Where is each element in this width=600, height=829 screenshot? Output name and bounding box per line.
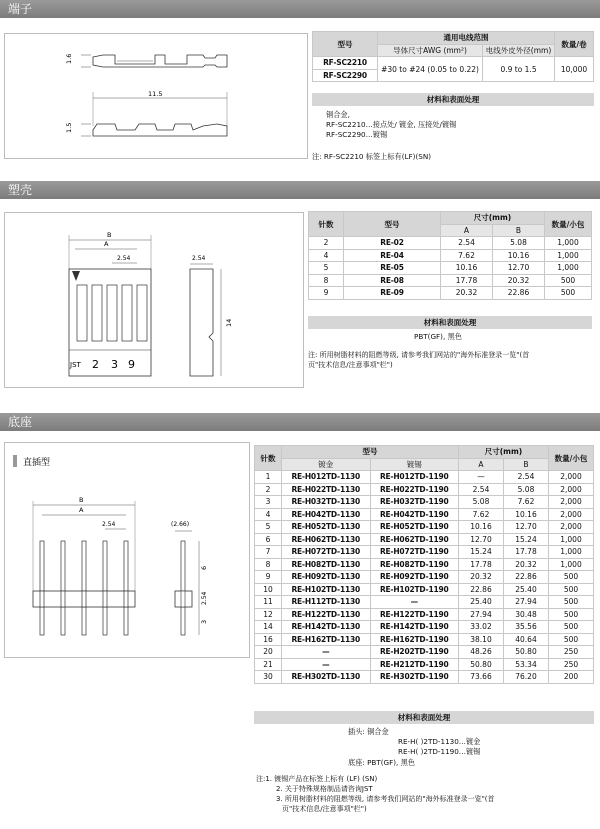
cell-qty: 500 — [549, 633, 594, 646]
cell-pins: 12 — [255, 608, 282, 621]
terminal-material-3: RF-SC2290…镀锡 — [326, 130, 388, 139]
cell-gold-model: RE-H162TD-1130 — [282, 633, 371, 646]
housing-dim-b: B — [107, 231, 112, 239]
cell-a: 7.62 — [441, 249, 493, 262]
housing-col-a: A — [441, 224, 493, 237]
section-title-header: 底座 — [8, 415, 33, 429]
cell-a: 33.02 — [459, 621, 504, 634]
table-row — [255, 621, 594, 634]
housing-col-size: 尺寸(mm) — [441, 212, 545, 225]
section-title-terminal: 端子 — [8, 2, 33, 16]
cell-b: 20.32 — [504, 558, 549, 571]
cell-model: RE-02 — [344, 237, 441, 250]
header-drawing-svg — [5, 443, 249, 657]
housing-dim-height: 14 — [225, 318, 233, 327]
header-col-tin: 镀锡 — [370, 458, 459, 471]
cell-a: 73.66 — [459, 671, 504, 684]
cell-pins: 5 — [309, 262, 344, 275]
cell-b: 10.16 — [504, 508, 549, 521]
cell-a: 20.32 — [441, 287, 493, 300]
dim-terminal-length: 11.5 — [148, 90, 163, 98]
cell-a: 38.10 — [459, 633, 504, 646]
cell-qty: 500 — [545, 274, 592, 287]
section-bar-header — [0, 413, 600, 431]
section-bar-terminal — [0, 0, 600, 18]
cell-pins: 9 — [309, 287, 344, 300]
table-row — [255, 646, 594, 659]
table-row — [255, 546, 594, 559]
housing-dim-a: A — [104, 240, 109, 248]
cell-pins: 4 — [309, 249, 344, 262]
cell-tin-model: RE-H302TD-1190 — [370, 671, 459, 684]
cell-a: 10.16 — [441, 262, 493, 275]
cell-a: 10.16 — [459, 521, 504, 534]
header-dim-6: 6 — [200, 565, 208, 570]
cell-tin-model: RE-H102TD-1190 — [370, 583, 459, 596]
header-dim-254: 2.54 — [201, 591, 208, 605]
cell-gold-model: RE-H062TD-1130 — [282, 533, 371, 546]
housing-label-3: 3 — [111, 358, 118, 371]
terminal-material-1: 铜合金, — [326, 110, 350, 119]
cell-a: 25.40 — [459, 596, 504, 609]
cell-gold-model: RE-H092TD-1130 — [282, 571, 371, 584]
cell-qty: 1,000 — [545, 262, 592, 275]
housing-drawing — [4, 212, 304, 388]
table-row — [255, 471, 594, 484]
terminal-model-2: RF-SC2290 — [313, 69, 378, 82]
cell-pins: 30 — [255, 671, 282, 684]
cell-qty: 1,000 — [545, 237, 592, 250]
cell-qty: 2,000 — [549, 496, 594, 509]
cell-qty: 500 — [549, 583, 594, 596]
header-note-3: 3. 所用树脂材料的阻燃等级, 请参考我们网站的"海外标准登录一览"(首 — [276, 795, 495, 803]
cell-b: 10.16 — [493, 249, 545, 262]
cell-qty: 1,000 — [549, 558, 594, 571]
housing-col-qty: 数量/小包 — [545, 212, 592, 237]
housing-side-dim: 2.54 — [192, 255, 206, 262]
col-awg: 导体尺寸AWG (mm²) — [378, 44, 483, 57]
cell-b: 22.86 — [504, 571, 549, 584]
cell-qty: 250 — [549, 658, 594, 671]
cell-gold-model: RE-H082TD-1130 — [282, 558, 371, 571]
cell-gold-model: RE-H142TD-1130 — [282, 621, 371, 634]
cell-a: 15.24 — [459, 546, 504, 559]
terminal-model-1: RF-SC2210 — [313, 57, 378, 70]
header-col-pins: 针数 — [255, 446, 282, 471]
header-type-label: 直插型 — [23, 458, 51, 468]
housing-note — [308, 350, 596, 370]
table-row — [309, 249, 592, 262]
housing-label-9: 9 — [128, 358, 135, 371]
cell-a: 27.94 — [459, 608, 504, 621]
cell-tin-model: RE-H122TD-1190 — [370, 608, 459, 621]
housing-rows — [309, 237, 592, 300]
table-row — [255, 558, 594, 571]
cell-gold-model: RE-H042TD-1130 — [282, 508, 371, 521]
cell-pins: 3 — [255, 496, 282, 509]
cell-b: 15.24 — [504, 533, 549, 546]
cell-qty: 200 — [549, 671, 594, 684]
cell-qty: 500 — [549, 571, 594, 584]
cell-qty: 2,000 — [549, 508, 594, 521]
table-row — [255, 533, 594, 546]
cell-b: 2.54 — [504, 471, 549, 484]
housing-label-2: 2 — [92, 358, 99, 371]
dim-terminal-h2: 1.5 — [65, 122, 73, 133]
table-row — [255, 571, 594, 584]
cell-b: 7.62 — [504, 496, 549, 509]
header-material-tin: RE-H( )2TD-1190…镀锡 — [398, 747, 481, 756]
cell-gold-model: RE-H102TD-1130 — [282, 583, 371, 596]
header-col-qty: 数量/小包 — [549, 446, 594, 471]
cell-gold-model: RE-H052TD-1130 — [282, 521, 371, 534]
cell-gold-model: RE-H022TD-1130 — [282, 483, 371, 496]
cell-model: RE-05 — [344, 262, 441, 275]
cell-gold-model: RE-H072TD-1130 — [282, 546, 371, 559]
cell-a: 17.78 — [459, 558, 504, 571]
table-row — [255, 608, 594, 621]
cell-tin-model: RE-H042TD-1190 — [370, 508, 459, 521]
cell-gold-model: RE-H032TD-1130 — [282, 496, 371, 509]
cell-qty: 1,000 — [545, 249, 592, 262]
section-bar-housing — [0, 181, 600, 199]
cell-qty: 250 — [549, 646, 594, 659]
header-material-gold: RE-H( )2TD-1130…镀金 — [398, 737, 481, 746]
cell-b: 12.70 — [504, 521, 549, 534]
cell-pins: 8 — [255, 558, 282, 571]
header-rows — [255, 471, 594, 684]
cell-gold-model: — — [282, 658, 371, 671]
cell-tin-model: RE-H032TD-1190 — [370, 496, 459, 509]
header-note-1: 注:1. 镀锡产品在标签上标有 (LF) (SN) — [256, 775, 378, 783]
cell-qty: 1,000 — [549, 546, 594, 559]
cell-pins: 11 — [255, 596, 282, 609]
cell-a: 2.54 — [459, 483, 504, 496]
terminal-drawing-svg — [5, 34, 307, 158]
cell-qty: 1,000 — [549, 533, 594, 546]
terminal-qty: 10,000 — [555, 57, 594, 82]
header-material-head: 材料和表面处理 — [254, 711, 594, 724]
cell-tin-model: — — [370, 596, 459, 609]
table-row — [255, 596, 594, 609]
cell-b: 35.56 — [504, 621, 549, 634]
terminal-material-head: 材料和表面处理 — [312, 93, 594, 106]
housing-material-head: 材料和表面处理 — [308, 316, 592, 329]
cell-tin-model: RE-H092TD-1190 — [370, 571, 459, 584]
dim-terminal-h1: 1.6 — [65, 53, 73, 64]
cell-tin-model: RE-H022TD-1190 — [370, 483, 459, 496]
housing-material-line: PBT(GF), 黑色 — [414, 332, 462, 341]
cell-gold-model: RE-H012TD-1130 — [282, 471, 371, 484]
cell-model: RE-09 — [344, 287, 441, 300]
cell-pins: 8 — [309, 274, 344, 287]
col-qty: 数量/卷 — [555, 32, 594, 57]
cell-tin-model: RE-H162TD-1190 — [370, 633, 459, 646]
cell-tin-model: RE-H212TD-1190 — [370, 658, 459, 671]
cell-pins: 2 — [255, 483, 282, 496]
cell-b: 76.20 — [504, 671, 549, 684]
cell-model: RE-04 — [344, 249, 441, 262]
header-note-4: 页"技术信息/注意事项"栏") — [282, 805, 367, 813]
header-col-model: 型号 — [282, 446, 459, 459]
cell-pins: 7 — [255, 546, 282, 559]
table-row — [309, 287, 592, 300]
header-dim-b: B — [79, 496, 84, 504]
cell-b: 22.86 — [493, 287, 545, 300]
housing-col-model: 型号 — [344, 212, 441, 237]
cell-a: 5.08 — [459, 496, 504, 509]
housing-spec-table — [308, 211, 592, 300]
header-col-a: A — [459, 458, 504, 471]
cell-tin-model: RE-H202TD-1190 — [370, 646, 459, 659]
table-row — [255, 508, 594, 521]
cell-qty: 2,000 — [549, 471, 594, 484]
header-material-base: 底座: PBT(GF), 黑色 — [348, 758, 415, 767]
table-row — [255, 496, 594, 509]
cell-qty: 500 — [549, 596, 594, 609]
cell-tin-model: RE-H072TD-1190 — [370, 546, 459, 559]
cell-b: 5.08 — [493, 237, 545, 250]
terminal-drawing — [4, 33, 308, 159]
section-title-housing: 塑壳 — [8, 183, 33, 197]
cell-a: 12.70 — [459, 533, 504, 546]
table-row — [309, 274, 592, 287]
cell-model: RE-08 — [344, 274, 441, 287]
cell-pins: 9 — [255, 571, 282, 584]
cell-a: 50.80 — [459, 658, 504, 671]
cell-b: 12.70 — [493, 262, 545, 275]
housing-note-line2: 页"技术信息/注意事项"栏") — [308, 361, 393, 369]
cell-b: 5.08 — [504, 483, 549, 496]
header-dim-3: 3 — [200, 619, 208, 624]
cell-gold-model: RE-H112TD-1130 — [282, 596, 371, 609]
cell-tin-model: RE-H142TD-1190 — [370, 621, 459, 634]
cell-a: 48.26 — [459, 646, 504, 659]
cell-pins: 5 — [255, 521, 282, 534]
cell-b: 40.64 — [504, 633, 549, 646]
cell-tin-model: RE-H012TD-1190 — [370, 471, 459, 484]
header-col-gold: 镀金 — [282, 458, 371, 471]
cell-a: 20.32 — [459, 571, 504, 584]
table-row — [255, 483, 594, 496]
header-note-2: 2. 关于特殊规格制品请咨询JST — [276, 785, 373, 793]
header-drawing — [4, 442, 250, 658]
cell-pins: 2 — [309, 237, 344, 250]
header-dim-side: (2.66) — [171, 521, 190, 528]
cell-pins: 10 — [255, 583, 282, 596]
cell-a: — — [459, 471, 504, 484]
cell-pins: 14 — [255, 621, 282, 634]
cell-tin-model: RE-H062TD-1190 — [370, 533, 459, 546]
cell-qty: 500 — [549, 608, 594, 621]
header-col-size: 尺寸(mm) — [459, 446, 549, 459]
housing-drawing-svg — [5, 213, 303, 387]
cell-gold-model: RE-H302TD-1130 — [282, 671, 371, 684]
header-col-b: B — [504, 458, 549, 471]
cell-qty: 500 — [549, 621, 594, 634]
table-row — [309, 262, 592, 275]
cell-b: 20.32 — [493, 274, 545, 287]
housing-col-b: B — [493, 224, 545, 237]
cell-pins: 6 — [255, 533, 282, 546]
col-model: 型号 — [313, 32, 378, 57]
cell-qty: 2,000 — [549, 483, 594, 496]
cell-tin-model: RE-H082TD-1190 — [370, 558, 459, 571]
table-row — [309, 237, 592, 250]
terminal-material-2: RF-SC2210…接点处/ 镀金, 压接处/镀锡 — [326, 120, 457, 129]
cell-b: 25.40 — [504, 583, 549, 596]
cell-qty: 2,000 — [549, 521, 594, 534]
cell-a: 22.86 — [459, 583, 504, 596]
table-row — [255, 583, 594, 596]
header-dim-a: A — [79, 506, 84, 514]
cell-pins: 20 — [255, 646, 282, 659]
cell-a: 7.62 — [459, 508, 504, 521]
header-spec-table — [254, 445, 594, 684]
header-dim-pitch: 2.54 — [102, 521, 116, 528]
housing-label-jst: JST — [70, 361, 81, 369]
cell-b: 30.48 — [504, 608, 549, 621]
terminal-spec-table — [312, 31, 594, 82]
table-row — [255, 671, 594, 684]
terminal-insulation: 0.9 to 1.5 — [483, 57, 555, 82]
table-row — [255, 658, 594, 671]
cell-b: 50.80 — [504, 646, 549, 659]
cell-gold-model: RE-H122TD-1130 — [282, 608, 371, 621]
cell-tin-model: RE-H052TD-1190 — [370, 521, 459, 534]
table-row — [255, 521, 594, 534]
housing-dim-pitch: 2.54 — [117, 255, 131, 262]
cell-pins: 1 — [255, 471, 282, 484]
cell-b: 17.78 — [504, 546, 549, 559]
col-insulation: 电线外皮外径(mm) — [483, 44, 555, 57]
cell-a: 2.54 — [441, 237, 493, 250]
cell-a: 17.78 — [441, 274, 493, 287]
cell-pins: 16 — [255, 633, 282, 646]
terminal-note: 注: RF-SC2210 标签上标有(LF)(SN) — [312, 152, 432, 161]
housing-col-pins: 针数 — [309, 212, 344, 237]
housing-note-line1: 注: 所用树脂材料的阻燃等级, 请参考我们网站的"海外标准登录一览"(首 — [308, 351, 530, 359]
cell-gold-model: — — [282, 646, 371, 659]
cell-b: 27.94 — [504, 596, 549, 609]
col-wire-range: 通用电线范围 — [378, 32, 555, 45]
cell-pins: 4 — [255, 508, 282, 521]
cell-pins: 21 — [255, 658, 282, 671]
terminal-awg: #30 to #24 (0.05 to 0.22) — [378, 57, 483, 82]
cell-b: 53.34 — [504, 658, 549, 671]
cell-qty: 500 — [545, 287, 592, 300]
header-material-pin: 插头: 铜合金 — [348, 727, 389, 736]
table-row — [255, 633, 594, 646]
header-notes — [256, 774, 596, 814]
